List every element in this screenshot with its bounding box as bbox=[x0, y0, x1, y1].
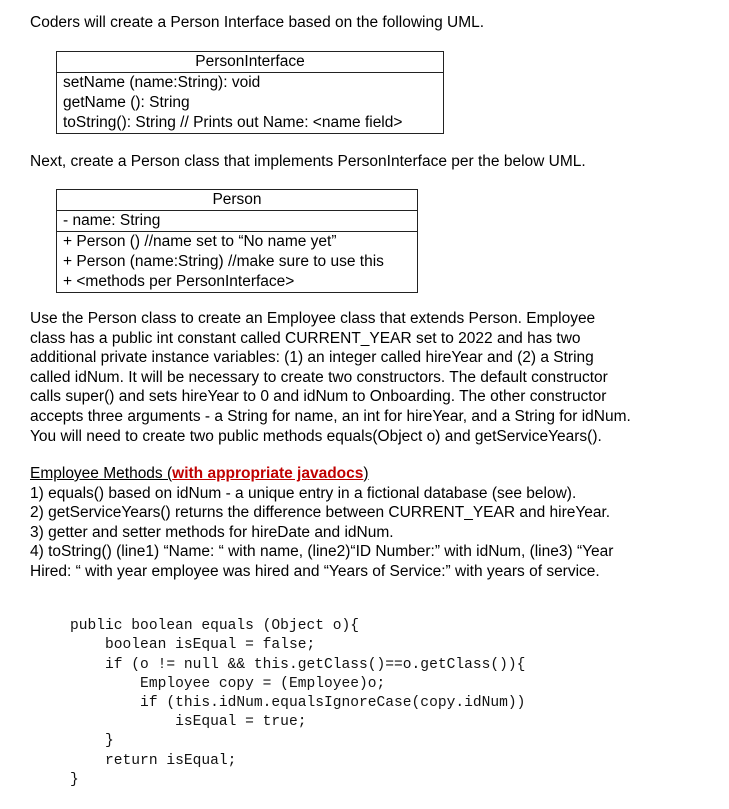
methods-list-item: 3) getter and setter methods for hireDate and idNum. bbox=[30, 523, 394, 541]
uml-method: + <methods per PersonInterface> bbox=[63, 273, 295, 290]
person-interface-uml bbox=[56, 51, 444, 134]
methods-list-item: 2) getServiceYears() returns the difference between CURRENT_YEAR and hireYear. bbox=[30, 504, 611, 522]
intro-text: Coders will create a Person Interface based on the following UML. bbox=[30, 14, 485, 31]
code-line: if (this.idNum.equalsIgnoreCase(copy.idNum)) bbox=[70, 695, 526, 712]
uml-title: PersonInterface bbox=[57, 52, 443, 73]
code-line: } bbox=[70, 771, 79, 788]
code-line: return isEqual; bbox=[70, 752, 237, 769]
methods-list-item: 4) toString() (line1) “Name: “ with name, (line2)“ID Number:” with idNum, (line3) “Year bbox=[30, 543, 614, 561]
uml-method: setName (name:String): void bbox=[63, 74, 261, 91]
uml-field: - name: String bbox=[57, 211, 417, 232]
uml-method: toString(): String // Prints out Name: <name field> bbox=[63, 114, 403, 131]
uml-title: Person bbox=[57, 190, 417, 211]
paragraph-line: You will need to create two public methods equals(Object o) and getServiceYears(). bbox=[30, 427, 602, 445]
paragraph-line: Use the Person class to create an Employee class that extends Person. Employee bbox=[30, 310, 596, 327]
uml-method: + Person (name:String) //make sure to use this bbox=[63, 253, 384, 270]
code-line: } bbox=[70, 733, 114, 750]
paragraph-line: called idNum. It will be necessary to create two constructors. The default constructor bbox=[30, 368, 608, 386]
employee-paragraph bbox=[30, 309, 631, 446]
next-text: Next, create a Person class that implements PersonInterface per the below UML. bbox=[30, 153, 586, 170]
code-line: public boolean equals (Object o){ bbox=[70, 618, 360, 635]
methods-heading-close: ) bbox=[363, 465, 369, 482]
methods-heading-text: Employee Methods ( bbox=[30, 465, 173, 482]
paragraph-line: accepts three arguments - a String for name, an int for hireYear, and a String for idNum. bbox=[30, 407, 631, 425]
paragraph-line: calls super() and sets hireYear to 0 and idNum to Onboarding. The other constructor bbox=[30, 388, 607, 406]
person-class-uml bbox=[56, 189, 418, 293]
code-line: boolean isEqual = false; bbox=[70, 637, 316, 654]
code-line: if (o != null && this.getClass()==o.getClass()){ bbox=[70, 656, 526, 673]
javadocs-link[interactable]: with appropriate javadocs bbox=[172, 465, 364, 482]
code-line: Employee copy = (Employee)o; bbox=[70, 675, 386, 692]
employee-methods-section bbox=[30, 464, 613, 582]
uml-method: + Person () //name set to “No name yet” bbox=[63, 233, 337, 250]
uml-method: getName (): String bbox=[63, 94, 190, 111]
code-block bbox=[70, 598, 525, 809]
methods-heading bbox=[30, 464, 613, 484]
paragraph-line: additional private instance variables: (1) an integer called hireYear and (2) a String bbox=[30, 349, 594, 367]
code-line: isEqual = true; bbox=[70, 714, 307, 731]
paragraph-line: class has a public int constant called CURRENT_YEAR set to 2022 and has two bbox=[30, 329, 581, 347]
methods-list-item: 1) equals() based on idNum - a unique entry in a fictional database (see below). bbox=[30, 484, 577, 502]
methods-list-item: Hired: “ with year employee was hired and “Years of Service:” with years of service. bbox=[30, 562, 600, 580]
